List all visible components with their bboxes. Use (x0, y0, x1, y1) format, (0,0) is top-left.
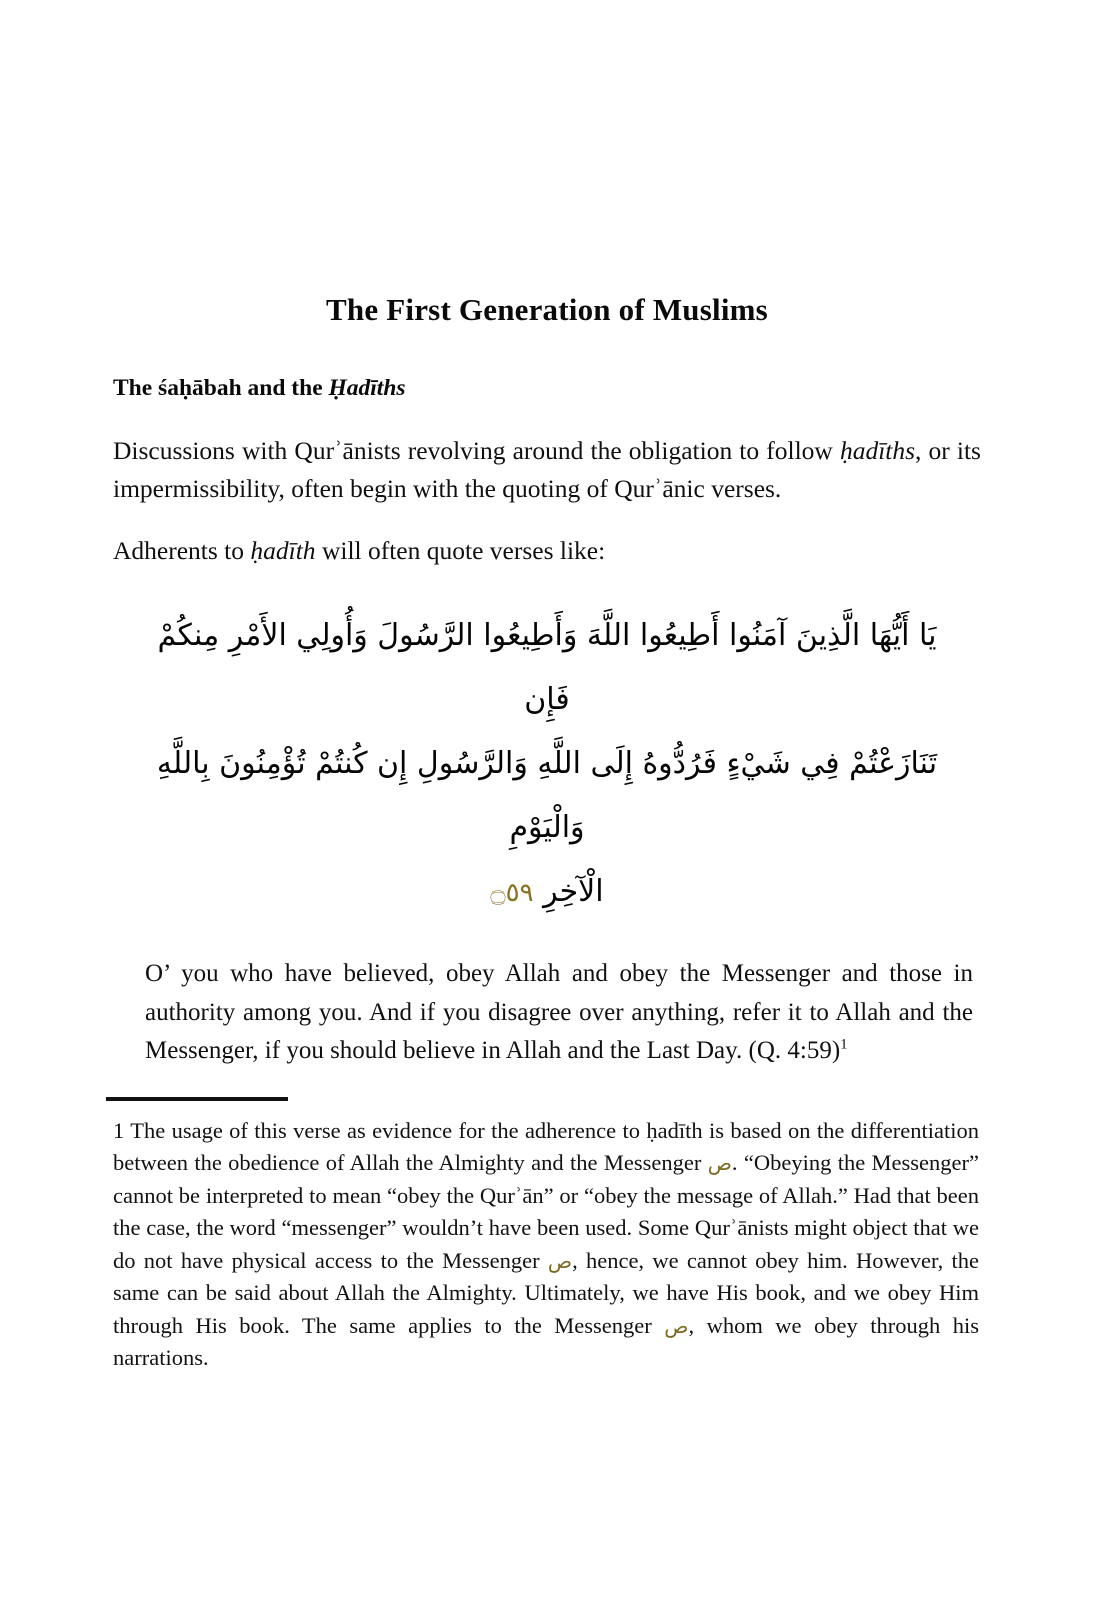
body-paragraph-2-italic-term: ḥadīth (250, 536, 316, 566)
body-paragraph-2-tail: will often quote verses like: (315, 536, 606, 566)
page-content-column (113, 0, 981, 1375)
section-heading (113, 374, 981, 402)
section-heading-italic: Ḥadīths (328, 375, 406, 402)
sallallahu-alayhi-wasallam-glyph-icon: ص (707, 1151, 732, 1176)
section-heading-plain: The śaḥābah and the (113, 375, 329, 402)
body-paragraph-2 (113, 532, 981, 570)
arabic-verse-line-1: يَا أَيُّهَا الَّذِينَ آمَنُوا أَطِيعُوا اللَّهَ وَأَطِيعُوا الرَّسُولَ وَأُولِي الأَمْرِ مِنكُمْ فَإِن (157, 618, 937, 718)
body-paragraph-1-lead: Discussions with Qurʾānists revolving around the obligation to follow (113, 436, 840, 466)
chapter-title: The First Generation of Muslims (326, 292, 768, 327)
arabic-verse-line-2: تَنَازَعْتُمْ فِي شَيْءٍ فَرُدُّوهُ إِلَى اللَّهِ وَالرَّسُولِ إِن كُنتُمْ تُؤْمِنُونَ بِاللَّهِ وَالْيَوْمِ (156, 746, 938, 846)
sallallahu-alayhi-wasallam-glyph-icon: ص (664, 1313, 689, 1338)
verse-translation-text: O’ you who have believed, obey Allah and obey the Messenger and those in authority among you. And if you disagree over anything, refer it to Allah and the Messenger, if you should believe in Allah and the Last Day. (Q. 4:59) (145, 960, 973, 1065)
footnote-part-1: The usage of this verse as evidence for the adherence to ḥadīth is based on the differentiation between the obedience of Allah the Almighty and the Messenger (113, 1117, 979, 1176)
sallallahu-alayhi-wasallam-glyph-icon: ص (547, 1248, 573, 1273)
footnote-reference-marker[interactable]: 1 (840, 1037, 848, 1054)
body-paragraph-2-lead: Adherents to (113, 536, 251, 566)
ayah-number-ornament-icon: ۝٥٩ (490, 878, 534, 909)
arabic-verse-line-3 (131, 860, 963, 925)
verse-translation-quote (113, 955, 981, 1071)
footnote-separator-rule (106, 1097, 288, 1101)
footnote-part-3: , hence, we cannot obey him. However, the same can be said about Allah the Almighty. Ultimately, we have His book, and we obey Him through His book. The same applies to the Messenger (113, 1247, 979, 1338)
body-paragraph-1-tail: , or its impermissibility, often begin with the quoting of Qurʾānic verses. (113, 436, 981, 504)
arabic-verse-line-3-text: الْآخِرِ (543, 874, 604, 910)
footnote-text (113, 1115, 981, 1375)
body-paragraph-1-italic-term: ḥadīths (839, 436, 916, 466)
arabic-quran-verse-block (113, 604, 981, 925)
footnote-part-4: , whom we obey through his narrations. (113, 1312, 979, 1371)
body-paragraph-1 (113, 432, 981, 508)
footnote-number: 1 (113, 1117, 125, 1143)
footnote-part-2: . “Obeying the Messenger” cannot be interpreted to mean “obey the Qurʾān” or “obey the message of Allah.” Had that been the case, the word “messenger” wouldn’t have been used. Some Qurʾānists might object that we do not have physical access to the Messenger (113, 1150, 979, 1273)
